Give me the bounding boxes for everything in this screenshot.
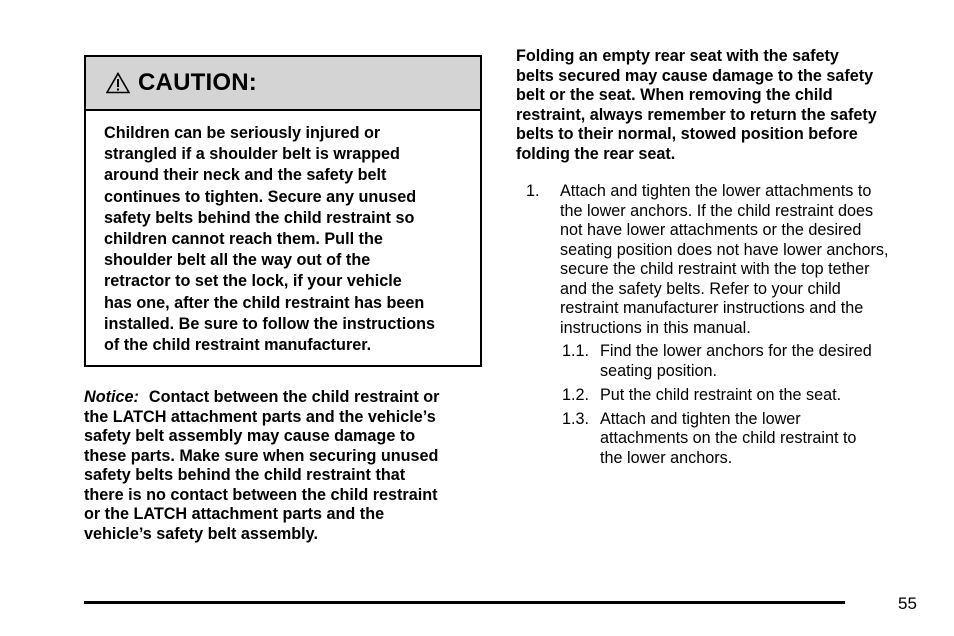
step-1	[516, 182, 920, 338]
step-line: and the safety belts. Refer to your child	[560, 279, 841, 298]
caution-header	[86, 57, 480, 111]
intro-line: belts secured may cause damage to the safety	[516, 66, 874, 85]
substep-line: attachments on the child restraint to	[600, 429, 857, 447]
footer-rule	[84, 601, 845, 604]
caution-box	[84, 55, 482, 367]
step-line: seating position does not have lower anchors,	[560, 240, 889, 259]
caution-title: CAUTION:	[138, 69, 257, 96]
substep-text	[600, 386, 920, 406]
intro-line: folding the rear seat.	[516, 144, 676, 163]
substep-number: 1.2.	[562, 385, 590, 404]
substep-number: 1.1.	[562, 342, 590, 360]
caution-line: shoulder belt all the way out of the	[104, 251, 371, 270]
notice-label: Notice:	[84, 388, 139, 406]
caution-text	[86, 111, 480, 356]
intro-line: Folding an empty rear seat with the safety	[516, 47, 839, 65]
caution-line: children cannot reach them. Pull the	[104, 230, 383, 249]
notice-line: vehicle’s safety belt assembly.	[84, 524, 318, 543]
notice-line: these parts. Make sure when securing unused	[84, 446, 439, 465]
caution-line: has one, after the child restraint has been	[104, 293, 425, 312]
intro-line: belts to their normal, stowed position before	[516, 125, 858, 143]
right-column	[516, 47, 920, 473]
step-line: instructions in this manual.	[560, 318, 751, 337]
caution-line: strangled if a shoulder belt is wrapped	[104, 145, 400, 164]
notice-line: there is no contact between the child restraint	[84, 485, 438, 504]
notice-line	[84, 388, 486, 408]
substep-1-1	[516, 342, 920, 381]
substep-line: Attach and tighten the lower	[600, 409, 801, 428]
notice-text: Contact between the child restraint or	[148, 388, 440, 406]
substep-line: Put the child restraint on the seat.	[600, 385, 842, 404]
step-text	[560, 182, 920, 338]
step-line: secure the child restraint with the top tether	[560, 260, 870, 278]
step-line: the lower anchors. If the child restraint does	[560, 201, 874, 220]
intro-line: restraint, always remember to return the safety	[516, 105, 877, 124]
step-line: not have lower attachments or the desired	[560, 221, 862, 239]
notice-line: safety belts behind the child restraint that	[84, 466, 406, 484]
substep-line: seating position.	[600, 361, 717, 380]
notice-line: or the LATCH attachment parts and the	[84, 505, 385, 523]
step-line: restraint manufacturer instructions and the	[560, 299, 864, 317]
page-number: 55	[898, 594, 917, 613]
notice-line: the LATCH attachment parts and the vehicle’s	[84, 407, 436, 426]
warning-triangle-icon	[106, 72, 130, 94]
substep-1-3	[516, 410, 920, 469]
step-list	[516, 182, 920, 468]
caution-line: retractor to set the lock, if your vehicle	[104, 272, 402, 291]
caution-line: safety belts behind the child restraint so	[104, 208, 415, 227]
caution-line: around their neck and the safety belt	[104, 166, 387, 185]
substep-text	[600, 342, 920, 381]
substep-line: the lower anchors.	[600, 448, 733, 467]
caution-line: of the child restraint manufacturer.	[104, 336, 372, 355]
caution-line: continues to tighten. Secure any unused	[104, 187, 417, 206]
intro-line: belt or the seat. When removing the child	[516, 86, 833, 104]
substep-text	[600, 410, 920, 469]
caution-line: installed. Be sure to follow the instructions	[104, 314, 435, 333]
step-line: Attach and tighten the lower attachments to	[560, 182, 872, 200]
notice-line: safety belt assembly may cause damage to	[84, 427, 416, 445]
substep-list	[516, 342, 920, 468]
intro-paragraph	[516, 47, 920, 164]
substep-1-2	[516, 386, 920, 406]
step-number: 1.	[526, 182, 540, 200]
substep-number: 1.3.	[562, 409, 590, 428]
caution-line: Children can be seriously injured or	[104, 124, 381, 142]
substep-line: Find the lower anchors for the desired	[600, 342, 872, 360]
notice-paragraph	[84, 388, 486, 544]
